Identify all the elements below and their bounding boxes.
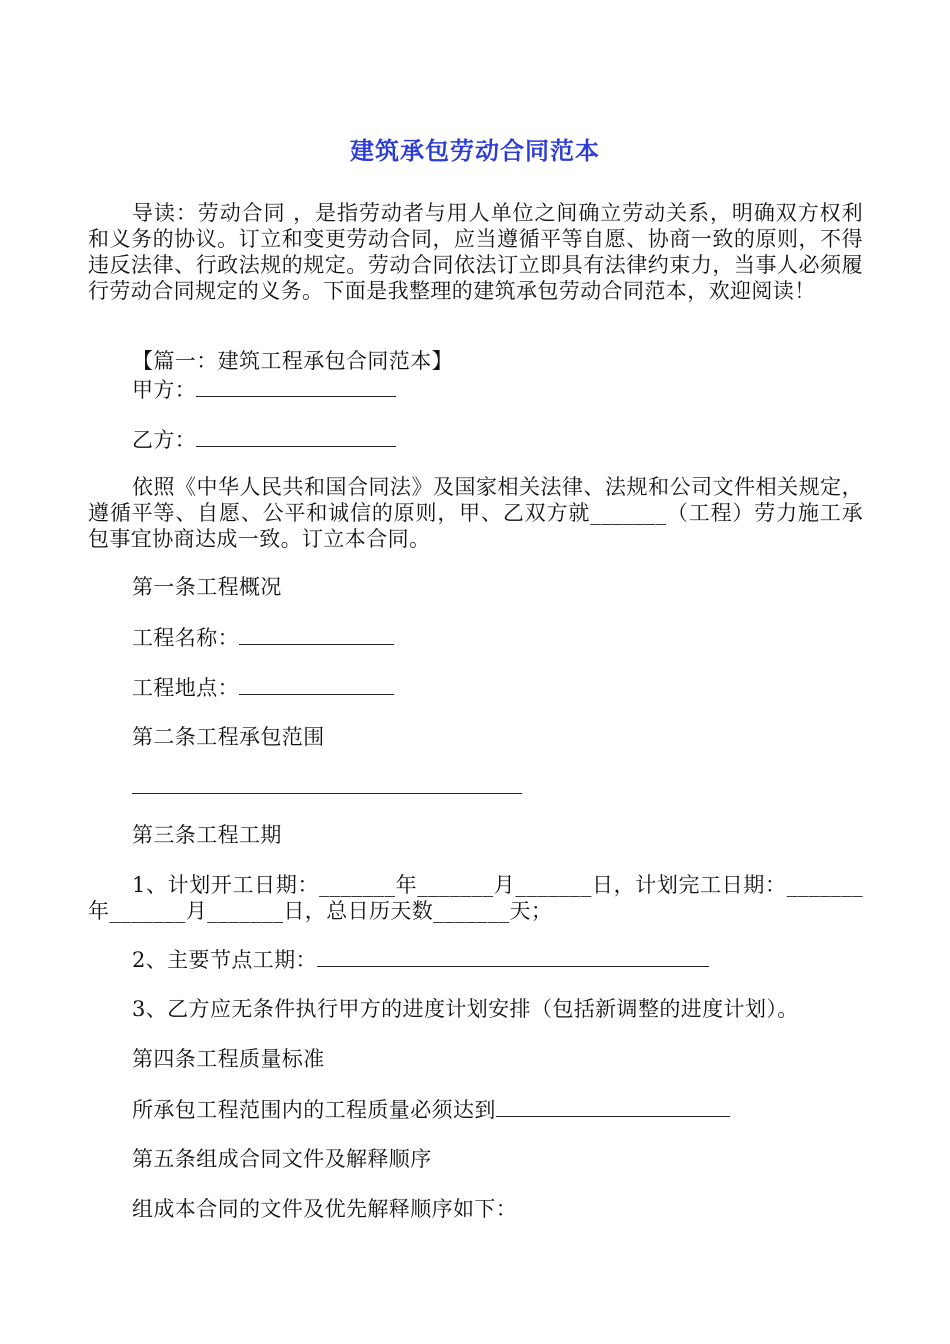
order-intro: 组成本合同的文件及优先解释顺序如下： [132,1197,518,1221]
basis-paragraph: 依照《中华人民共和国合同法》及国家相关法律、法规和公司文件相关规定，遵循平等、自愿、公平和诚信的原则，甲、乙双方就_______（工程）劳力施工承包事宜协商达成一致。订立本合同。 [88,475,863,551]
schedule-item-2 [132,946,709,973]
project-location-label: 工程地点： [132,676,239,700]
party-b-label: 乙方： [132,428,197,452]
schedule-item-3: 3、乙方应无条件执行甲方的进度计划安排（包括新调整的进度计划）。 [132,997,799,1021]
intro-paragraph: 导读：劳动合同 ，是指劳动者与用人单位之间确立劳动关系，明确双方权利和义务的协议。订立和变更劳动合同，应当遵循平等自愿、协商一致的原则，不得违反法律、行政法规的规定。劳动合同依法订立即具有法律约束力，当事人必须履行劳动合同规定的义务。下面是我整理的建筑承包劳动合同范本，欢迎阅读！ [88,201,863,303]
article-2-heading: 第二条工程承包范围 [132,725,325,749]
schedule-item-1: 1、计划开工日期：_______年_______月_______日，计划完工日期：_______年_______月_______日，总日历天数_______天； [88,873,863,923]
document-title: 建筑承包劳动合同范本 [350,137,600,165]
article-1-heading: 第一条工程概况 [132,575,282,599]
project-location-blank [239,674,394,695]
party-b-blank [196,426,396,447]
project-name-blank [239,624,394,645]
article-5-heading: 第五条组成合同文件及解释顺序 [132,1147,432,1171]
quality-line [132,1096,730,1123]
project-name-line [132,624,394,651]
project-name-label: 工程名称： [132,626,239,650]
project-location-line [132,674,394,701]
party-a-label: 甲方： [132,378,197,402]
schedule-item-2-label: 2、主要节点工期： [132,948,317,972]
article-3-heading: 第三条工程工期 [132,823,282,847]
article-4-heading: 第四条工程质量标准 [132,1047,325,1071]
scope-blank-line [132,793,522,794]
milestone-blank [317,946,709,967]
party-b-line [132,426,396,453]
quality-blank [496,1096,730,1117]
quality-label: 所承包工程范围内的工程质量必须达到 [132,1098,496,1122]
party-a-blank [196,376,396,397]
party-a-line [132,376,396,403]
section-heading: 【篇一：建筑工程承包合同范本】 [132,349,453,373]
